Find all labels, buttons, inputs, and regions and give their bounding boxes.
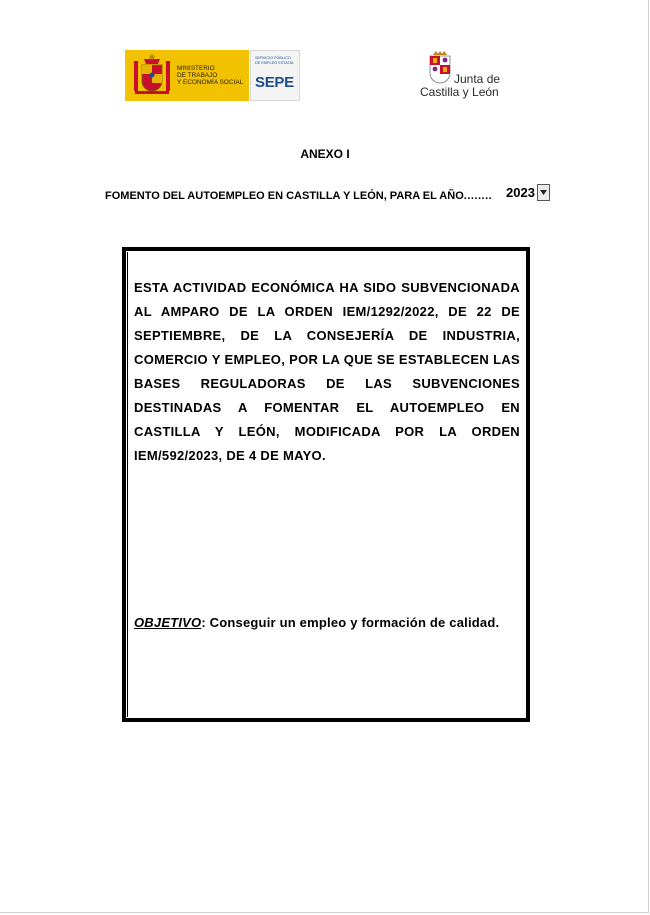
objective-text: Conseguir un empleo y formación de calidad. <box>205 615 500 630</box>
ministerio-line: Y ECONOMÍA SOCIAL <box>177 79 244 86</box>
ministerio-line: DE TRABAJO <box>177 72 218 79</box>
chevron-down-icon <box>540 190 547 195</box>
sepe-acronym: SEPE <box>255 74 294 91</box>
year-select[interactable] <box>506 183 550 202</box>
junta-logo <box>420 48 512 100</box>
subtitle-dots: ........ <box>463 190 493 202</box>
ministerio-logo <box>125 50 249 101</box>
castilla-leon-shield-icon <box>427 50 453 86</box>
annex-title: ANEXO I <box>300 147 350 161</box>
objective-separator: : <box>201 615 206 630</box>
objective-paragraph <box>134 611 520 635</box>
subtitle-text: FOMENTO DEL AUTOEMPLEO EN CASTILLA Y LEÓN, PARA EL AÑO <box>105 190 464 202</box>
ministerio-line: MINISTERIO <box>177 65 215 72</box>
sepe-sub-line: DE EMPLEO ESTATAL <box>255 60 295 65</box>
subsidy-notice-box <box>122 247 530 722</box>
spain-coat-of-arms-icon <box>131 53 173 99</box>
junta-name-line2: Castilla y León <box>420 85 499 99</box>
junta-name-line1: Junta de <box>454 72 501 86</box>
year-value: 2023 <box>506 185 535 200</box>
objective-label: OBJETIVO <box>134 615 202 630</box>
subsidy-notice-text: ESTA ACTIVIDAD ECONÓMICA HA SIDO SUBVENCIONADA AL AMPARO DE LA ORDEN IEM/1292/2022, DE 22 DE SEPTIEMBRE, DE LA CONSEJERÍA DE INDUSTRIA, COMERCIO Y EMPLEO, POR LA QUE SE ESTABLECEN LAS BASES REGULADORAS DE LAS SUBVENCIONES DESTINADAS A FOMENTAR EL AUTOEMPLEO EN CASTILLA Y LEÓN, MODIFICADA POR LA ORDEN IEM/592/2023, DE 4 DE MAYO. <box>134 280 520 463</box>
sepe-sub-line: SERVICIO PÚBLICO <box>255 56 291 60</box>
sepe-logo <box>250 50 300 101</box>
document-subtitle <box>105 190 492 202</box>
year-dropdown-button[interactable] <box>537 184 550 201</box>
